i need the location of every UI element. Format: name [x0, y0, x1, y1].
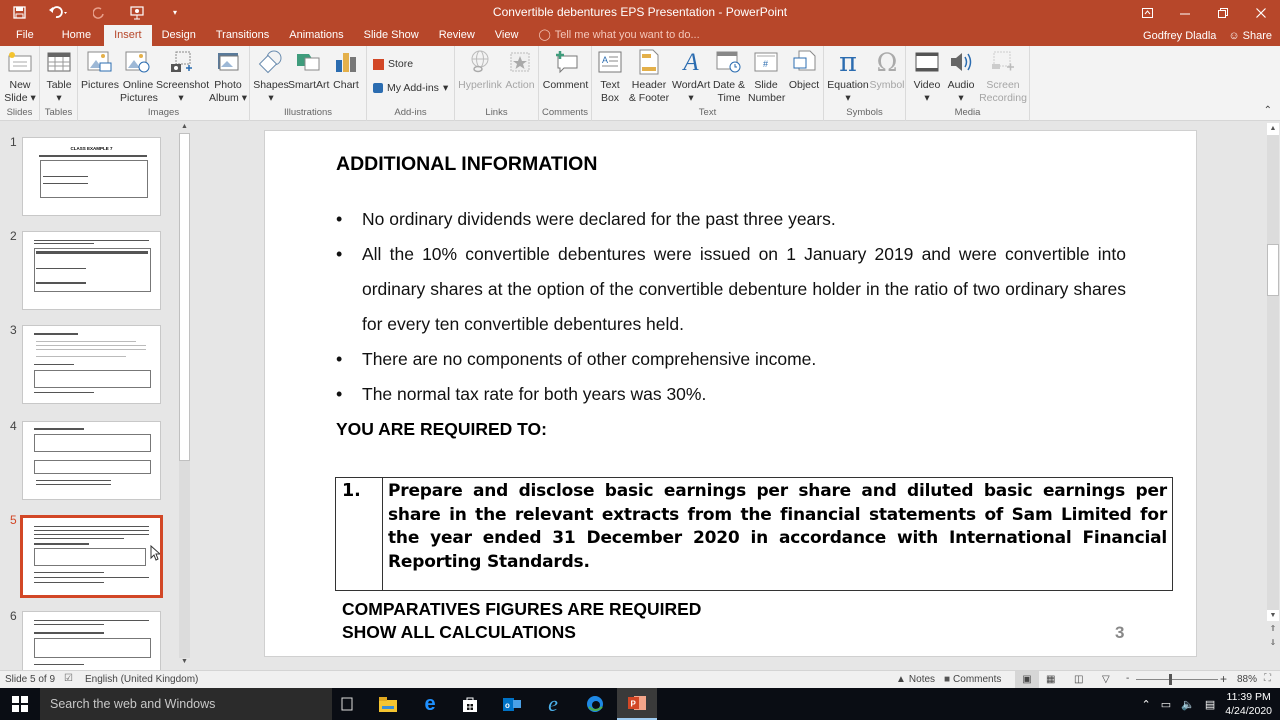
- status-bar: [0, 670, 1280, 688]
- zoom-out-button[interactable]: -: [1126, 673, 1130, 684]
- group-comments: [539, 46, 592, 121]
- screenshot-button[interactable]: Screenshot ▾: [156, 48, 206, 105]
- battery-icon[interactable]: ▭: [1160, 698, 1172, 711]
- svg-text:o: o: [505, 701, 510, 710]
- equation-button[interactable]: π Equation ▾: [827, 46, 869, 104]
- task-view-icon[interactable]: [327, 688, 367, 720]
- required-heading: YOU ARE REQUIRED TO:: [336, 419, 547, 439]
- video-film-icon: [910, 48, 944, 76]
- wordart-button[interactable]: A WordArt ▾: [672, 48, 711, 104]
- powerpoint-taskbar-icon[interactable]: [617, 688, 657, 720]
- bullet-item: • No ordinary dividends were declared for the past three years.: [336, 202, 1136, 237]
- tab-file[interactable]: File: [16, 29, 34, 41]
- shapes-button[interactable]: Shapes ▾: [253, 48, 289, 105]
- tab-slide-show[interactable]: Slide Show: [363, 29, 419, 41]
- share-label: Share: [1242, 29, 1272, 42]
- mouse-cursor-icon: [150, 545, 160, 566]
- hyperlink-icon: [457, 48, 503, 76]
- close-icon[interactable]: [1242, 0, 1280, 25]
- photo-album-button[interactable]: Photo Album ▾: [208, 48, 248, 105]
- tab-view[interactable]: View: [494, 29, 519, 41]
- restore-icon[interactable]: [1204, 0, 1242, 25]
- symbol-button[interactable]: Ω Symbol: [869, 47, 905, 91]
- question-text: Prepare and disclose basic earnings per share and diluted basic earnings per share in the relevant extracts from the financial statements of Sam Limited for the year ended 31 December 2020 in accordance with International Financial Reporting Standards.: [388, 481, 1167, 572]
- my-addins-button[interactable]: My Add-ins ▾: [373, 82, 448, 94]
- thumb-number: 4: [10, 419, 17, 433]
- speaker-icon: [944, 48, 978, 76]
- thumb-title: CLASS EXAMPLE 7: [70, 146, 113, 151]
- comments-button[interactable]: ■ Comments: [944, 674, 1002, 685]
- smartart-button[interactable]: SmartArt: [288, 48, 328, 92]
- slide-thumbnail-6[interactable]: [22, 611, 161, 670]
- scroll-down-arrow-icon[interactable]: ▼: [181, 658, 188, 665]
- user-area: [1143, 25, 1272, 46]
- language-indicator[interactable]: English (United Kingdom): [85, 674, 199, 685]
- internet-explorer-icon[interactable]: e: [548, 691, 558, 716]
- tab-review[interactable]: Review: [438, 29, 475, 41]
- slide-thumbnail-2[interactable]: [22, 231, 161, 310]
- slide-scrollbar[interactable]: [1266, 121, 1280, 670]
- volume-icon[interactable]: 🔈: [1181, 698, 1195, 711]
- tab-home[interactable]: Home: [61, 29, 92, 41]
- group-label: Media: [954, 107, 981, 118]
- reading-view-icon[interactable]: ◫: [1074, 674, 1084, 685]
- title-bar: [0, 0, 1280, 25]
- screen-recording-button[interactable]: Screen Recording: [978, 48, 1028, 105]
- show-hidden-icons[interactable]: ⌃: [1141, 698, 1151, 711]
- video-button[interactable]: Video ▾: [910, 48, 944, 105]
- omega-symbol-icon: Ω: [876, 47, 898, 77]
- new-comment-icon: [541, 48, 590, 76]
- svg-text:P: P: [630, 699, 636, 709]
- system-tray: [1142, 688, 1272, 720]
- customize-qat-icon[interactable]: ▾: [172, 8, 177, 17]
- tab-insert[interactable]: Insert: [104, 25, 152, 46]
- pictures-icon: [81, 48, 119, 76]
- tab-design[interactable]: Design: [161, 29, 196, 41]
- action-star-icon: [503, 48, 537, 76]
- group-links: [455, 46, 539, 121]
- current-slide[interactable]: [264, 130, 1197, 657]
- file-explorer-icon[interactable]: [368, 688, 408, 720]
- slide-page-number: 3: [1115, 623, 1125, 642]
- store-icon: [373, 59, 384, 70]
- window-title: Convertible debentures EPS Presentation - PowerPoint: [492, 5, 788, 19]
- collapse-ribbon-icon[interactable]: ⌃: [1263, 105, 1272, 116]
- taskbar-clock[interactable]: [1225, 690, 1272, 718]
- action-center-icon[interactable]: ▤: [1204, 698, 1216, 711]
- scroll-down-arrow-icon[interactable]: ▼: [1267, 610, 1279, 621]
- table-icon: [42, 48, 76, 76]
- windows-start-icon[interactable]: [0, 688, 40, 720]
- group-symbols: [824, 46, 906, 121]
- zoom-in-button[interactable]: +: [1220, 672, 1228, 686]
- svg-text:#: #: [763, 59, 769, 69]
- minimize-icon[interactable]: [1166, 0, 1204, 25]
- slide-thumbnail-1[interactable]: [22, 137, 161, 216]
- slide-number-button[interactable]: # Slide Number: [748, 48, 784, 105]
- footnote-calculations: SHOW ALL CALCULATIONS: [342, 622, 576, 642]
- comment-button[interactable]: Comment: [541, 48, 590, 92]
- share-person-icon: ☺: [1228, 29, 1240, 42]
- previous-slide-icon[interactable]: ⇑: [1269, 624, 1277, 633]
- group-illustrations: [250, 46, 367, 121]
- zoom-slider[interactable]: [1136, 679, 1218, 680]
- edge-chromium-icon[interactable]: [575, 688, 615, 720]
- svg-text:A: A: [602, 55, 609, 65]
- comments-icon: ■: [944, 674, 951, 685]
- hyperlink-button[interactable]: Hyperlink: [457, 48, 503, 92]
- zoom-level[interactable]: 88%: [1237, 674, 1258, 685]
- text-box-icon: [594, 48, 626, 76]
- group-label: Symbols: [846, 107, 883, 118]
- zoom-slider-thumb[interactable]: [1169, 674, 1172, 685]
- notes-button[interactable]: ▲ Notes: [896, 674, 936, 685]
- addins-icon: [373, 83, 383, 93]
- user-name[interactable]: Godfrey Dladla: [1143, 29, 1217, 42]
- bullet-item: • All the 10% convertible debentures were issued on 1 January 2019 and were convertible into ordinary shares at the option of the convertible debenture holder in the ratio of two ordinary shares for every ten convertible debentures held.: [336, 237, 1126, 342]
- date-time-button[interactable]: Date & Time: [710, 48, 748, 105]
- photo-album-icon: [208, 48, 248, 76]
- screen-recording-icon: [978, 48, 1028, 76]
- group-label: Slides: [6, 107, 33, 118]
- slide-footnotes: [342, 598, 701, 644]
- chart-button[interactable]: Chart: [330, 48, 362, 92]
- group-media: [906, 46, 1030, 121]
- group-images: [78, 46, 250, 121]
- store-bag-icon[interactable]: [450, 688, 490, 720]
- thumb-number: 3: [10, 323, 17, 337]
- thumb-number: 1: [10, 135, 17, 149]
- slide-number-icon: [748, 48, 784, 76]
- group-label: Comments: [542, 107, 588, 118]
- smartart-icon: [288, 48, 328, 76]
- spell-check-icon[interactable]: ☑: [64, 673, 73, 684]
- edge-legacy-icon[interactable]: e: [424, 692, 436, 715]
- group-label: Links: [485, 107, 508, 118]
- windows-taskbar: [0, 688, 1280, 720]
- calendar-clock-icon: [710, 48, 748, 76]
- object-button[interactable]: Object: [786, 48, 822, 92]
- group-label: Images: [147, 107, 180, 118]
- new-slide-button[interactable]: New Slide ▾: [2, 48, 38, 105]
- normal-view-icon[interactable]: ▣: [1015, 671, 1039, 688]
- outlook-icon[interactable]: [492, 688, 532, 720]
- taskbar-search-box[interactable]: Search the web and Windows: [40, 688, 332, 720]
- clock-time: 11:39 PM: [1226, 691, 1271, 703]
- ribbon: [0, 46, 1280, 121]
- chart-icon: [330, 48, 362, 76]
- tell-me-text: Tell me what you want to do...: [554, 29, 700, 41]
- object-icon: [786, 48, 822, 76]
- wordart-icon: A: [683, 48, 699, 76]
- shapes-icon: [253, 48, 289, 76]
- group-text: [592, 46, 824, 121]
- ribbon-tabs: [0, 25, 1280, 46]
- tab-animations[interactable]: Animations: [289, 29, 344, 41]
- slide-thumbnail-4[interactable]: [22, 421, 161, 500]
- slide-heading: ADDITIONAL INFORMATION: [336, 153, 598, 175]
- slide-thumbnails-pane: [0, 121, 194, 670]
- action-button[interactable]: Action: [503, 48, 537, 92]
- tab-transitions[interactable]: Transitions: [215, 29, 270, 41]
- next-slide-icon[interactable]: ⇓: [1269, 638, 1277, 647]
- new-slide-icon: [2, 48, 38, 76]
- window-controls: [1128, 0, 1280, 25]
- pictures-button[interactable]: Pictures: [81, 48, 119, 92]
- share-button[interactable]: [1228, 30, 1272, 42]
- thumb-number: 5: [10, 513, 17, 527]
- screenshot-icon: [156, 48, 206, 76]
- thumbnails-scroll-thumb[interactable]: [179, 133, 190, 461]
- slide-thumbnail-3[interactable]: [22, 325, 161, 404]
- ribbon-display-options-icon[interactable]: [1128, 0, 1166, 25]
- thumb-number: 2: [10, 229, 17, 243]
- text-box-button[interactable]: A Text Box: [594, 48, 626, 105]
- bullet-item: • The normal tax rate for both years was 30%.: [336, 377, 1136, 412]
- bullet-list: [336, 202, 1136, 412]
- slide-scroll-thumb[interactable]: [1267, 244, 1279, 296]
- pi-equation-icon: π: [839, 46, 857, 78]
- slide-counter: Slide 5 of 9: [5, 674, 56, 685]
- table-button[interactable]: Table ▾: [42, 48, 76, 105]
- group-label: Illustrations: [283, 107, 333, 118]
- slide-thumbnail-5[interactable]: [20, 515, 163, 598]
- group-label: Add-ins: [394, 107, 427, 118]
- group-label: Tables: [44, 107, 73, 118]
- lightbulb-icon: ◯: [538, 29, 551, 41]
- question-table: [335, 477, 1173, 591]
- online-pictures-icon: [120, 48, 156, 76]
- question-number: 1.: [336, 478, 383, 590]
- online-pictures-button[interactable]: Online Pictures: [120, 48, 156, 105]
- group-label: Text: [698, 107, 717, 118]
- group-slides: [0, 46, 40, 121]
- notes-icon: ▲: [896, 674, 906, 685]
- thumb-number: 6: [10, 609, 17, 623]
- scroll-up-arrow-icon[interactable]: ▲: [181, 123, 188, 130]
- slide-show-view-icon[interactable]: ▽: [1102, 674, 1110, 685]
- store-button[interactable]: Store: [373, 58, 413, 70]
- scroll-up-arrow-icon[interactable]: ▲: [1267, 123, 1279, 135]
- header-footer-icon: [628, 48, 670, 76]
- slide-sorter-icon[interactable]: ▦: [1046, 674, 1056, 685]
- group-tables: [40, 46, 78, 121]
- group-addins: [367, 46, 455, 121]
- thumbnails-scrollbar[interactable]: [178, 121, 191, 670]
- tell-me-box[interactable]: [528, 25, 709, 46]
- audio-button[interactable]: Audio ▾: [944, 48, 978, 105]
- fit-slide-icon[interactable]: ⛶: [1264, 673, 1271, 684]
- clock-date: 4/24/2020: [1225, 705, 1272, 717]
- header-footer-button[interactable]: Header & Footer: [628, 48, 670, 105]
- footnote-comparatives: COMPARATIVES FIGURES ARE REQUIRED: [342, 599, 702, 619]
- bullet-item: • There are no components of other comprehensive income.: [336, 342, 1136, 377]
